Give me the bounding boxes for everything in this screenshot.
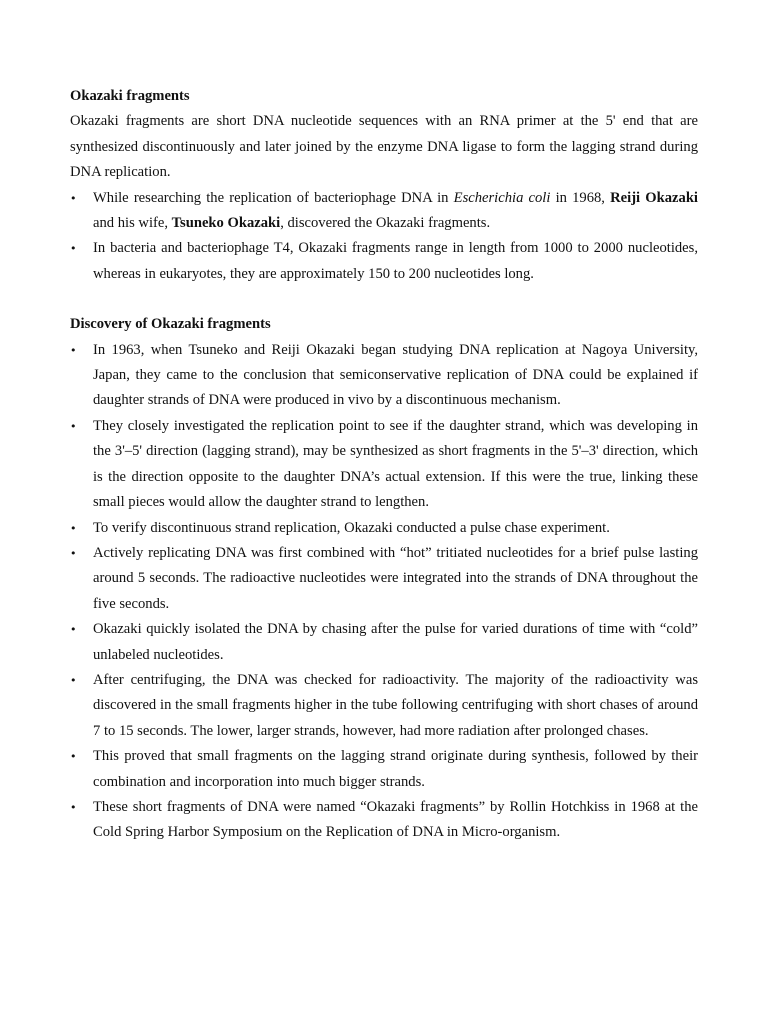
- list-item: [70, 516, 698, 541]
- list-item: [70, 186, 698, 237]
- section-heading-okazaki-fragments: Okazaki fragments: [70, 88, 190, 104]
- list-item: [70, 744, 698, 795]
- bullet-icon: •: [70, 419, 77, 433]
- list-item-text: In 1963, when Tsuneko and Reiji Okazaki began studying DNA replication at Nagoya University, Japan, they came to the conclusion that semiconservative replication of DNA could be explained if daughter strands of DNA were produced in vivo by a discontinuous mechanism.: [93, 341, 698, 409]
- list-item: [70, 236, 698, 287]
- list-item-text: and his wife,: [93, 215, 172, 232]
- bullet-icon: •: [70, 750, 77, 764]
- list-item-text: Actively replicating DNA was first combined with “hot” tritiated nucleotides for a brief pulse lasting around 5 seconds. The radioactive nucleotides were integrated into the strands of DNA throughout the five seconds.: [93, 544, 698, 612]
- discovery-bullet-list: [70, 338, 698, 846]
- list-item: [70, 795, 698, 846]
- list-item-text: These short fragments of DNA were named “Okazaki fragments” by Rollin Hotchkiss in 1968 at the Cold Spring Harbor Symposium on the Replication of DNA in Micro-organism.: [93, 798, 698, 841]
- bullet-icon: •: [70, 191, 77, 205]
- list-item: [70, 338, 698, 414]
- list-item: [70, 668, 698, 744]
- bullet-icon: •: [70, 673, 77, 687]
- bullet-icon: •: [70, 242, 77, 256]
- organism-name: Escherichia coli: [453, 189, 551, 206]
- list-item-text: They closely investigated the replication point to see if the daughter strand, which was developing in the 3'–5' direction (lagging strand), may be synthesized as short fragments in the 5'–3' direction, which is the direction opposite to the daughter DNA’s actual extension. If this were the true, linking these small pieces would allow the daughter strand to lengthen.: [93, 417, 698, 511]
- list-item-text: While researching the replication of bacteriophage DNA in: [93, 189, 454, 206]
- scientist-name: Reiji Okazaki: [610, 189, 698, 206]
- okazaki-bullet-list: [70, 186, 698, 288]
- list-item-text: , discovered the Okazaki fragments.: [280, 215, 491, 232]
- list-item: [70, 541, 698, 617]
- list-item-text: In bacteria and bacteriophage T4, Okazaki fragments range in length from 1000 to 2000 nucleotides, whereas in eukaryotes, they are approximately 150 to 200 nucleotides long.: [93, 240, 698, 282]
- section-heading-discovery: Discovery of Okazaki fragments: [70, 316, 271, 333]
- document-page: [70, 84, 698, 846]
- list-item-text: in 1968,: [550, 189, 611, 206]
- list-item: [70, 617, 698, 668]
- bullet-icon: •: [70, 800, 77, 814]
- list-item-text: To verify discontinuous strand replication, Okazaki conducted a pulse chase experiment.: [93, 519, 610, 536]
- intro-paragraph: Okazaki fragments are short DNA nucleotide sequences with an RNA primer at the 5' end that are synthesized discontinuously and later joined by the enzyme DNA ligase to form the lagging strand during DNA replication.: [70, 113, 698, 181]
- bullet-icon: •: [70, 546, 77, 560]
- scientist-name: Tsuneko Okazaki: [171, 215, 281, 232]
- list-item-text: Okazaki quickly isolated the DNA by chasing after the pulse for varied durations of time with “cold” unlabeled nucleotides.: [93, 621, 698, 663]
- list-item-text: This proved that small fragments on the lagging strand originate during synthesis, followed by their combination and incorporation into much bigger strands.: [93, 748, 698, 790]
- bullet-icon: •: [70, 343, 77, 357]
- bullet-icon: •: [70, 623, 77, 637]
- bullet-icon: •: [70, 521, 77, 535]
- list-item-text: After centrifuging, the DNA was checked for radioactivity. The majority of the radioactivity was discovered in the small fragments higher in the tube following centrifuging with short chases of around 7 to 15 seconds. The lower, larger strands, however, had more radiation after prolonged chases.: [93, 671, 698, 739]
- section-spacer: [70, 287, 698, 312]
- list-item: [70, 414, 698, 516]
